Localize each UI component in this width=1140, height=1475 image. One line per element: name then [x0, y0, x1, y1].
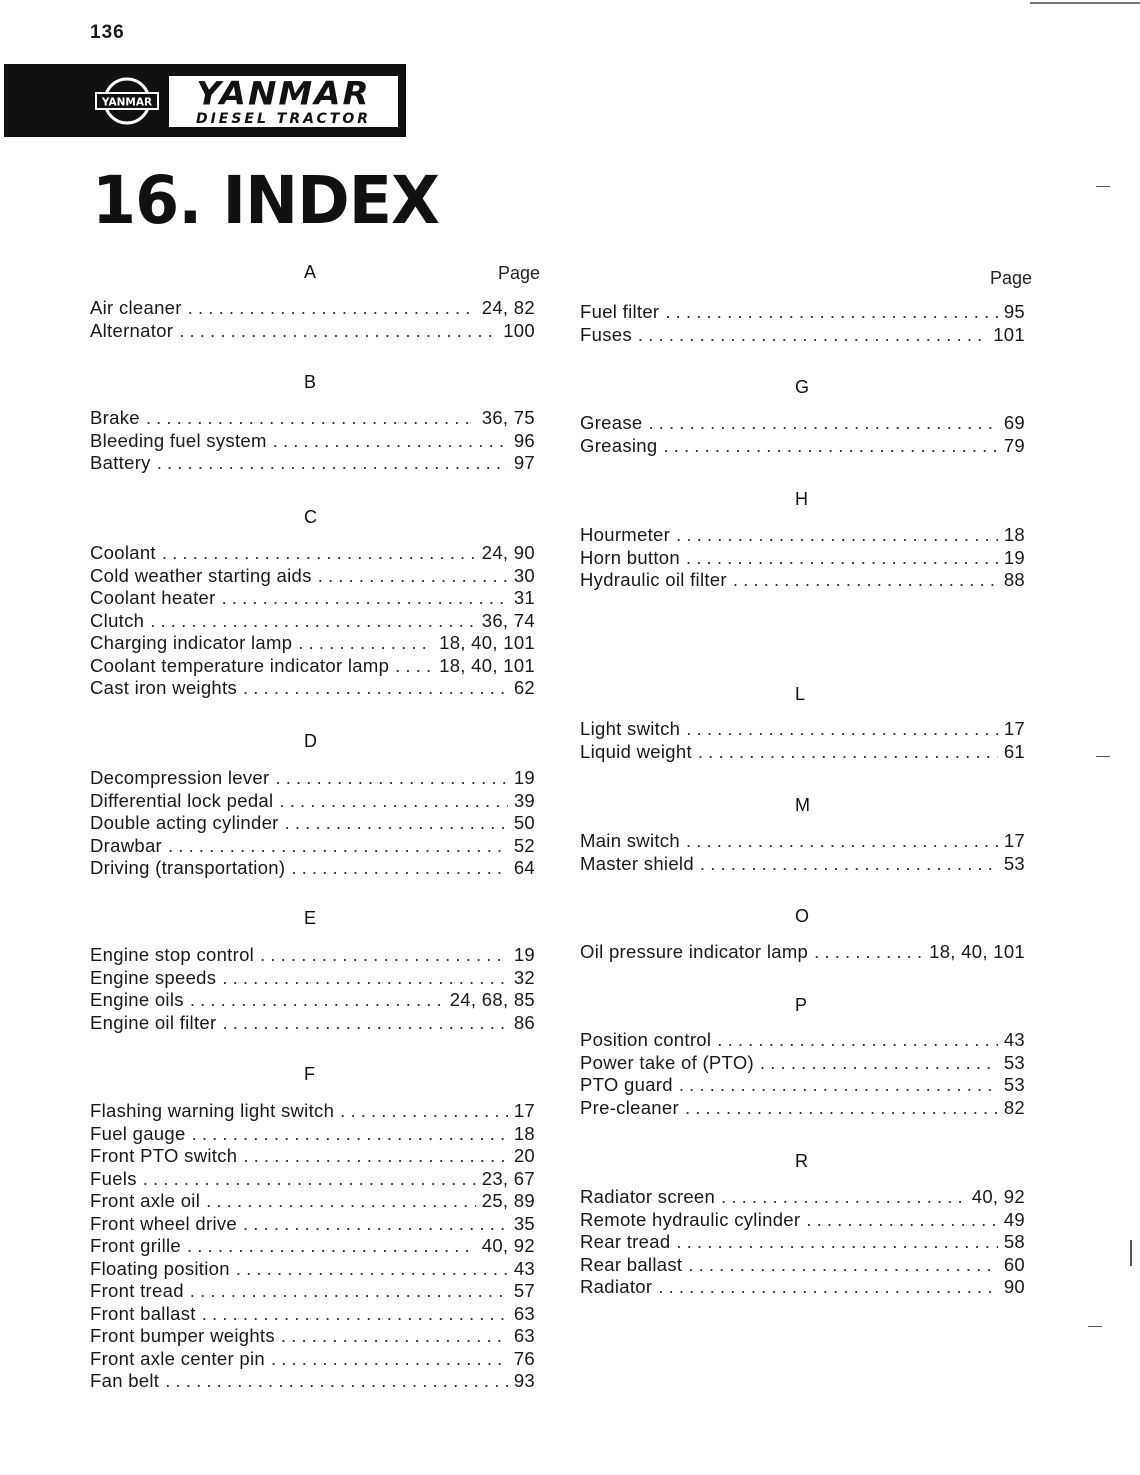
index-entry: [90, 610, 535, 632]
dot-leader: [717, 1029, 998, 1051]
dot-leader: [146, 407, 476, 429]
entry-label: Cold weather starting aids: [90, 564, 312, 586]
entry-label: Engine stop control: [90, 944, 255, 965]
entry-label: Driving (transportation): [90, 857, 286, 878]
dot-leader: [243, 1213, 508, 1235]
entry-label: Bleeding fuel system: [90, 429, 267, 451]
entry-label: Radiator: [580, 1276, 653, 1297]
entry-label: Alternator: [90, 319, 174, 341]
entry-label: Fuel filter: [580, 301, 660, 322]
dot-leader: [206, 1190, 476, 1212]
dot-leader: [187, 1235, 476, 1257]
dot-leader: [806, 1209, 997, 1231]
dot-leader: [395, 655, 433, 677]
dot-leader: [679, 1074, 998, 1096]
entry-label: Front PTO switch: [90, 1145, 238, 1166]
section-letter-o: O: [795, 906, 810, 926]
dot-leader: [157, 452, 508, 474]
entry-page: 49: [1003, 1208, 1025, 1230]
index-entry: [90, 1213, 535, 1235]
index-entry: [580, 1074, 1025, 1096]
dot-leader: [814, 941, 923, 963]
section-letter-b: B: [304, 372, 317, 392]
index-entry: [90, 320, 535, 342]
dot-leader: [676, 524, 998, 546]
entry-page: 53: [1003, 1074, 1025, 1095]
index-entry: [90, 677, 535, 699]
section-letter-d: D: [304, 731, 317, 751]
entry-page: 23, 67: [481, 1167, 535, 1189]
entry-label: Light switch: [580, 718, 681, 739]
entry-page: 43: [1003, 1029, 1025, 1050]
entry-label: Brake: [90, 407, 140, 428]
entry-page: 63: [513, 1302, 535, 1324]
dot-leader: [143, 1168, 476, 1190]
index-entry: [580, 1231, 1025, 1253]
section-letter-f: F: [304, 1064, 315, 1084]
entry-label: Air cleaner: [90, 297, 182, 318]
dot-leader: [638, 324, 987, 346]
dot-leader: [260, 944, 508, 966]
index-entry: [580, 1254, 1025, 1276]
dot-leader: [192, 1123, 508, 1145]
entry-label: Fuses: [580, 323, 632, 345]
dot-leader: [243, 1145, 507, 1167]
index-entry: [580, 741, 1025, 763]
entry-label: Cast iron weights: [90, 677, 237, 698]
entry-label: Engine speeds: [90, 966, 217, 988]
dot-leader: [236, 1258, 508, 1280]
scan-mark: [1088, 1326, 1102, 1327]
page-heading-left: Page: [498, 263, 541, 283]
entry-label: Decompression lever: [90, 767, 270, 788]
entry-page: 18: [513, 1122, 535, 1144]
dot-leader: [281, 1325, 508, 1347]
index-entry: [580, 569, 1025, 591]
entry-page: 90: [1003, 1276, 1025, 1297]
index-entry: [90, 1280, 535, 1302]
index-entry: [90, 297, 535, 319]
index-entry: [90, 790, 535, 812]
index-entry: [90, 1303, 535, 1325]
dot-leader: [275, 767, 507, 789]
entry-page: 57: [513, 1280, 535, 1301]
dot-leader: [222, 1012, 507, 1034]
dot-leader: [665, 301, 997, 323]
entry-page: 18: [1003, 524, 1025, 545]
dot-leader: [318, 565, 508, 587]
index-entry: [90, 407, 535, 429]
dot-leader: [648, 412, 997, 434]
entry-page: 60: [1003, 1253, 1025, 1275]
entry-page: 86: [513, 1011, 535, 1033]
brand-name: YANMAR: [196, 75, 371, 113]
page-title: 16. INDEX: [92, 162, 439, 239]
entry-page: 36, 74: [481, 609, 535, 631]
entry-label: Double acting cylinder: [90, 812, 279, 833]
entry-label: Battery: [90, 452, 151, 473]
index-entry: [90, 1348, 535, 1370]
entry-page: 43: [513, 1257, 535, 1279]
dot-leader: [686, 718, 998, 740]
entry-page: 53: [1003, 852, 1025, 874]
entry-page: 97: [513, 452, 535, 473]
scan-mark: [1096, 186, 1110, 187]
entry-page: 53: [1003, 1051, 1025, 1073]
index-entry: [90, 1370, 535, 1392]
entry-page: 101: [993, 323, 1025, 345]
dot-leader: [686, 547, 998, 569]
entry-label: Front wheel drive: [90, 1212, 237, 1234]
index-entry: [90, 857, 535, 879]
index-entry: [90, 1168, 535, 1190]
section-letter-m: M: [795, 795, 810, 815]
dot-leader: [188, 297, 476, 319]
index-entry: [90, 565, 535, 587]
entry-label: Clutch: [90, 609, 145, 631]
index-entry: [580, 1209, 1025, 1231]
dot-leader: [165, 1370, 508, 1392]
dot-leader: [760, 1052, 998, 1074]
entry-page: 76: [513, 1347, 535, 1369]
entry-page: 100: [503, 319, 535, 341]
entry-page: 63: [513, 1325, 535, 1346]
entry-page: 19: [513, 944, 535, 965]
dot-leader: [279, 790, 507, 812]
entry-page: 18, 40, 101: [439, 654, 535, 676]
entry-label: Main switch: [580, 830, 680, 851]
entry-label: Rear ballast: [580, 1253, 683, 1275]
entry-label: Master shield: [580, 852, 694, 874]
entry-page: 25, 89: [481, 1190, 535, 1211]
index-entry: [580, 718, 1025, 740]
dot-leader: [222, 587, 508, 609]
entry-label: Coolant heater: [90, 587, 216, 608]
index-entry: [90, 1325, 535, 1347]
index-entry: [580, 1276, 1025, 1298]
index-entry: [90, 1235, 535, 1257]
dot-leader: [190, 989, 444, 1011]
entry-label: Hourmeter: [580, 524, 671, 545]
index-entry: [90, 767, 535, 789]
dot-leader: [663, 435, 997, 457]
dot-leader: [700, 853, 998, 875]
scan-mark: [1096, 756, 1110, 757]
entry-page: 17: [1003, 830, 1025, 851]
entry-label: Liquid weight: [580, 740, 692, 762]
dot-leader: [698, 741, 998, 763]
dot-leader: [179, 320, 497, 342]
emblem-text: YANMAR: [101, 96, 153, 109]
dot-leader: [285, 812, 508, 834]
dot-leader: [733, 569, 998, 591]
index-entry: [580, 830, 1025, 852]
entry-label: Remote hydraulic cylinder: [580, 1208, 801, 1230]
entry-label: Oil pressure indicator lamp: [580, 941, 809, 962]
index-entry: [90, 1190, 535, 1212]
index-entry: [580, 547, 1025, 569]
entry-label: Front ballast: [90, 1302, 196, 1324]
entry-label: Drawbar: [90, 834, 163, 856]
dot-leader: [688, 1254, 997, 1276]
entry-label: Grease: [580, 412, 643, 433]
brand-subtitle: DIESEL TRACTOR: [195, 111, 372, 127]
entry-page: 39: [513, 789, 535, 811]
index-entry: [90, 1145, 535, 1167]
entry-label: Hydraulic oil filter: [580, 569, 727, 590]
brand-logo: [166, 73, 401, 130]
entry-page: 58: [1003, 1231, 1025, 1252]
entry-page: 19: [513, 767, 535, 788]
entry-page: 93: [513, 1370, 535, 1391]
dot-leader: [150, 610, 476, 632]
entry-label: Front tread: [90, 1280, 184, 1301]
section-letter-l: L: [795, 684, 806, 704]
entry-page: 18, 40, 101: [439, 632, 535, 653]
entry-label: Front bumper weights: [90, 1325, 275, 1346]
index-entry: [580, 1029, 1025, 1051]
entry-label: PTO guard: [580, 1074, 673, 1095]
section-letter-e: E: [304, 908, 317, 928]
index-entry: [580, 853, 1025, 875]
entry-label: Position control: [580, 1029, 712, 1050]
entry-label: Floating position: [90, 1257, 230, 1279]
entry-page: 40, 92: [971, 1186, 1025, 1207]
entry-label: Engine oils: [90, 989, 184, 1010]
index-entry: [580, 324, 1025, 346]
entry-label: Fan belt: [90, 1370, 160, 1391]
yanmar-emblem-icon: [94, 74, 160, 128]
page-heading-right: Page: [990, 268, 1033, 288]
dot-leader: [162, 542, 476, 564]
dot-leader: [291, 857, 507, 879]
index-entry: [90, 632, 535, 654]
entry-page: 88: [1003, 569, 1025, 590]
scan-mark: [1130, 1240, 1132, 1266]
index-entry: [580, 941, 1025, 963]
entry-page: 82: [1003, 1096, 1025, 1118]
page-number: 136: [90, 22, 125, 43]
entry-label: Fuel gauge: [90, 1122, 186, 1144]
section-letter-c: C: [304, 507, 317, 527]
dot-leader: [340, 1100, 508, 1122]
index-entry: [90, 1123, 535, 1145]
entry-label: Charging indicator lamp: [90, 632, 293, 653]
brand-banner: [4, 64, 406, 137]
entry-label: Front axle center pin: [90, 1347, 265, 1369]
index-entry: [90, 812, 535, 834]
dot-leader: [222, 967, 508, 989]
entry-page: 19: [1003, 546, 1025, 568]
entry-label: Coolant temperature indicator lamp: [90, 654, 390, 676]
entry-page: 96: [513, 429, 535, 451]
entry-page: 24, 68, 85: [449, 989, 535, 1010]
entry-label: Differential lock pedal: [90, 789, 274, 811]
entry-page: 24, 90: [481, 542, 535, 563]
index-entry: [90, 452, 535, 474]
entry-page: 69: [1003, 412, 1025, 433]
dot-leader: [190, 1280, 508, 1302]
section-letter-r: R: [795, 1151, 808, 1171]
index-entry: [90, 1258, 535, 1280]
dot-leader: [685, 1097, 998, 1119]
dot-leader: [298, 632, 433, 654]
entry-label: Pre-cleaner: [580, 1096, 679, 1118]
entry-label: Front axle oil: [90, 1190, 201, 1211]
dot-leader: [721, 1186, 966, 1208]
entry-label: Rear tread: [580, 1231, 671, 1252]
entry-label: Flashing warning light switch: [90, 1100, 335, 1121]
entry-page: 61: [1003, 740, 1025, 762]
entry-page: 40, 92: [481, 1235, 535, 1256]
index-entry: [90, 542, 535, 564]
entry-page: 20: [513, 1145, 535, 1166]
entry-page: 17: [1003, 718, 1025, 739]
index-entry: [580, 435, 1025, 457]
index-entry: [580, 301, 1025, 323]
entry-label: Engine oil filter: [90, 1011, 217, 1033]
entry-page: 31: [513, 587, 535, 608]
index-entry: [90, 989, 535, 1011]
index-entry: [90, 1100, 535, 1122]
dot-leader: [676, 1231, 997, 1253]
entry-page: 62: [513, 677, 535, 698]
entry-label: Front grille: [90, 1235, 181, 1256]
entry-page: 17: [513, 1100, 535, 1121]
dot-leader: [658, 1276, 997, 1298]
index-entry: [90, 1012, 535, 1034]
section-letter-g: G: [795, 377, 810, 397]
entry-page: 32: [513, 966, 535, 988]
section-letter-h: H: [795, 489, 808, 509]
entry-label: Radiator screen: [580, 1186, 716, 1207]
section-letter-a: A: [304, 262, 317, 282]
index-entry: [580, 524, 1025, 546]
index-entry: [90, 587, 535, 609]
entry-page: 64: [513, 857, 535, 878]
index-entry: [90, 944, 535, 966]
index-entry: [90, 655, 535, 677]
entry-label: Coolant: [90, 542, 156, 563]
entry-page: 18, 40, 101: [929, 941, 1025, 962]
entry-label: Fuels: [90, 1167, 137, 1189]
entry-page: 24, 82: [481, 297, 535, 318]
section-letter-p: P: [795, 995, 808, 1015]
dot-leader: [273, 430, 508, 452]
dot-leader: [202, 1303, 508, 1325]
entry-page: 95: [1003, 301, 1025, 322]
entry-page: 52: [513, 834, 535, 856]
entry-page: 35: [513, 1212, 535, 1234]
entry-label: Power take of (PTO): [580, 1051, 754, 1073]
dot-leader: [686, 830, 998, 852]
index-entry: [90, 835, 535, 857]
index-entry: [580, 1052, 1025, 1074]
index-entry: [580, 412, 1025, 434]
entry-page: 30: [513, 564, 535, 586]
entry-page: 50: [513, 812, 535, 833]
index-entry: [90, 430, 535, 452]
top-rule: [1030, 2, 1140, 4]
index-entry: [90, 967, 535, 989]
entry-label: Horn button: [580, 546, 680, 568]
index-entry: [580, 1097, 1025, 1119]
dot-leader: [243, 677, 508, 699]
entry-page: 79: [1003, 434, 1025, 456]
entry-page: 36, 75: [481, 407, 535, 428]
dot-leader: [168, 835, 508, 857]
entry-label: Greasing: [580, 434, 658, 456]
index-entry: [580, 1186, 1025, 1208]
dot-leader: [271, 1348, 508, 1370]
